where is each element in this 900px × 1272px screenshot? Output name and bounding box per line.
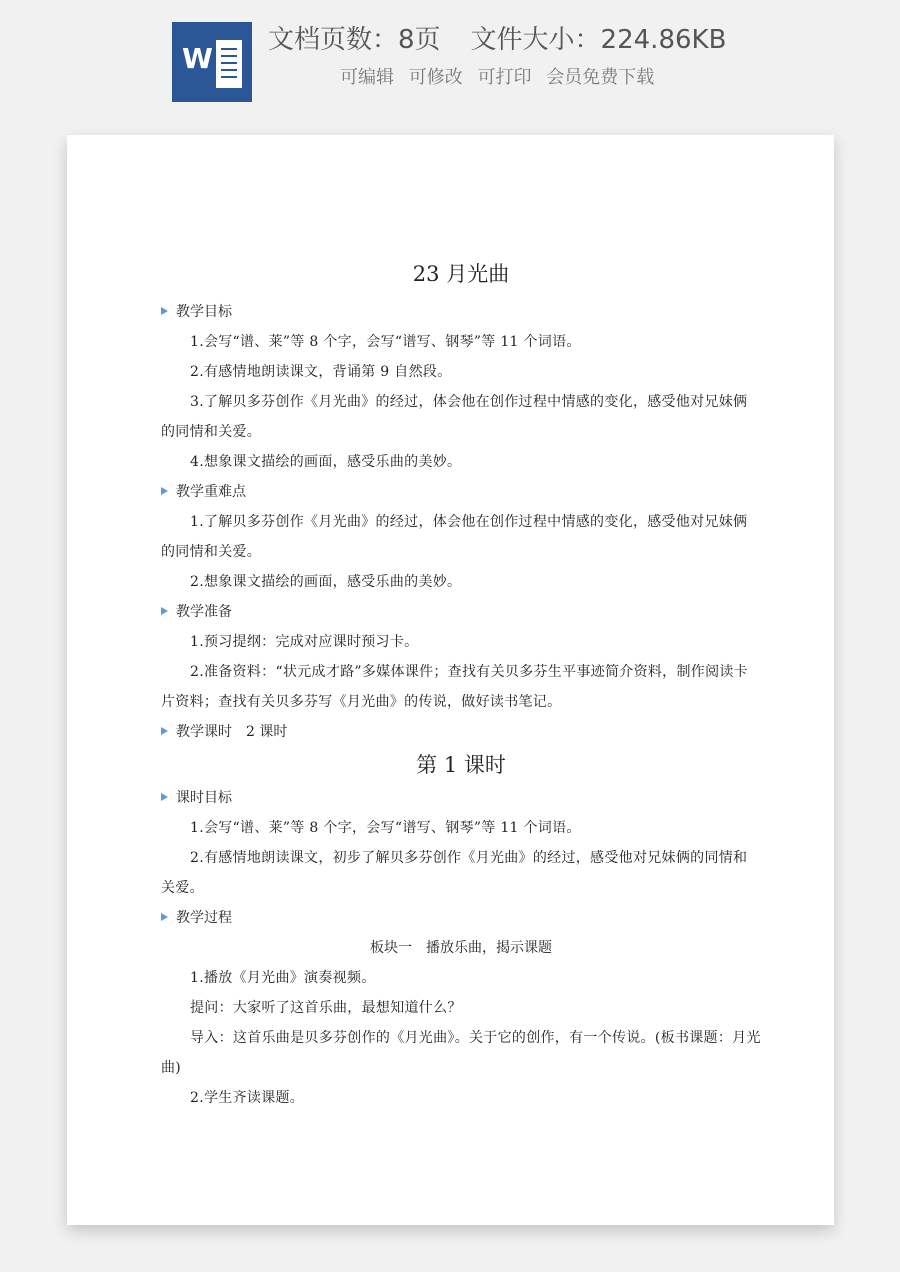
page-count: 文档页数：8页 xyxy=(268,25,441,55)
document-info-header xyxy=(0,0,900,120)
section-heading: 教学课时 2 课时 xyxy=(161,717,761,747)
block-title: 板块一 播放乐曲，揭示课题 xyxy=(370,940,552,956)
lesson-title: 第 1 课时 xyxy=(416,753,506,777)
paragraph: 提问：大家听了这首乐曲，最想知道什么？ xyxy=(190,1000,462,1016)
feature-printable: 可打印 xyxy=(477,67,532,88)
section-heading: 教学目标 xyxy=(161,297,761,327)
file-meta xyxy=(268,20,726,60)
section-heading: 教学准备 xyxy=(161,597,761,627)
feature-editable: 可编辑 xyxy=(340,67,394,88)
section-heading: 课时目标 xyxy=(161,783,761,813)
word-lines-icon xyxy=(216,40,242,88)
triangle-bullet-icon xyxy=(161,727,168,735)
word-document-icon xyxy=(172,22,252,102)
word-letter: W xyxy=(182,42,213,75)
file-size: 文件大小：224.86KB xyxy=(470,25,727,55)
paragraph: 1.预习提纲：完成对应课时预习卡。 xyxy=(190,634,419,650)
triangle-bullet-icon xyxy=(161,487,168,495)
paragraph: 3.了解贝多芬创作《月光曲》的经过，体会他在创作过程中情感的变化，感受他对兄妹俩的同情和关爱。 xyxy=(161,394,748,440)
paragraph: 4.想象课文描绘的画面，感受乐曲的美妙。 xyxy=(190,454,462,470)
paragraph: 1.播放《月光曲》演奏视频。 xyxy=(190,970,376,986)
paragraph: 2.学生齐读课题。 xyxy=(190,1090,305,1106)
paragraph: 2.有感情地朗读课文，背诵第 9 自然段。 xyxy=(190,364,452,380)
paragraph: 2.准备资料：“状元成才路”多媒体课件；查找有关贝多芬生平事迹简介资料，制作阅读卡片资料；查找有关贝多芬写《月光曲》的传说，做好读书笔记。 xyxy=(161,664,748,710)
document-content xyxy=(161,255,761,1113)
document-title: 23 月光曲 xyxy=(412,262,510,286)
paragraph: 2.想象课文描绘的画面，感受乐曲的美妙。 xyxy=(190,574,462,590)
triangle-bullet-icon xyxy=(161,793,168,801)
feature-modifiable: 可修改 xyxy=(408,67,463,88)
triangle-bullet-icon xyxy=(161,607,168,615)
paragraph: 导入：这首乐曲是贝多芬创作的《月光曲》。关于它的创作，有一个传说。(板书课题：月光曲) xyxy=(161,1030,761,1076)
feature-list xyxy=(340,64,663,92)
triangle-bullet-icon xyxy=(161,913,168,921)
section-heading: 教学重难点 xyxy=(161,477,761,507)
triangle-bullet-icon xyxy=(161,307,168,315)
paragraph: 1.会写“谱、莱”等 8 个字，会写“谱写、钢琴”等 11 个词语。 xyxy=(190,820,581,836)
document-page xyxy=(67,135,834,1225)
feature-member-download: 会员免费下载 xyxy=(546,67,655,88)
paragraph: 2.有感情地朗读课文，初步了解贝多芬创作《月光曲》的经过，感受他对兄妹俩的同情和关爱。 xyxy=(161,850,748,896)
paragraph: 1.了解贝多芬创作《月光曲》的经过，体会他在创作过程中情感的变化，感受他对兄妹俩的同情和关爱。 xyxy=(161,514,748,560)
paragraph: 1.会写“谱、莱”等 8 个字，会写“谱写、钢琴”等 11 个词语。 xyxy=(190,334,581,350)
section-heading: 教学过程 xyxy=(161,903,761,933)
